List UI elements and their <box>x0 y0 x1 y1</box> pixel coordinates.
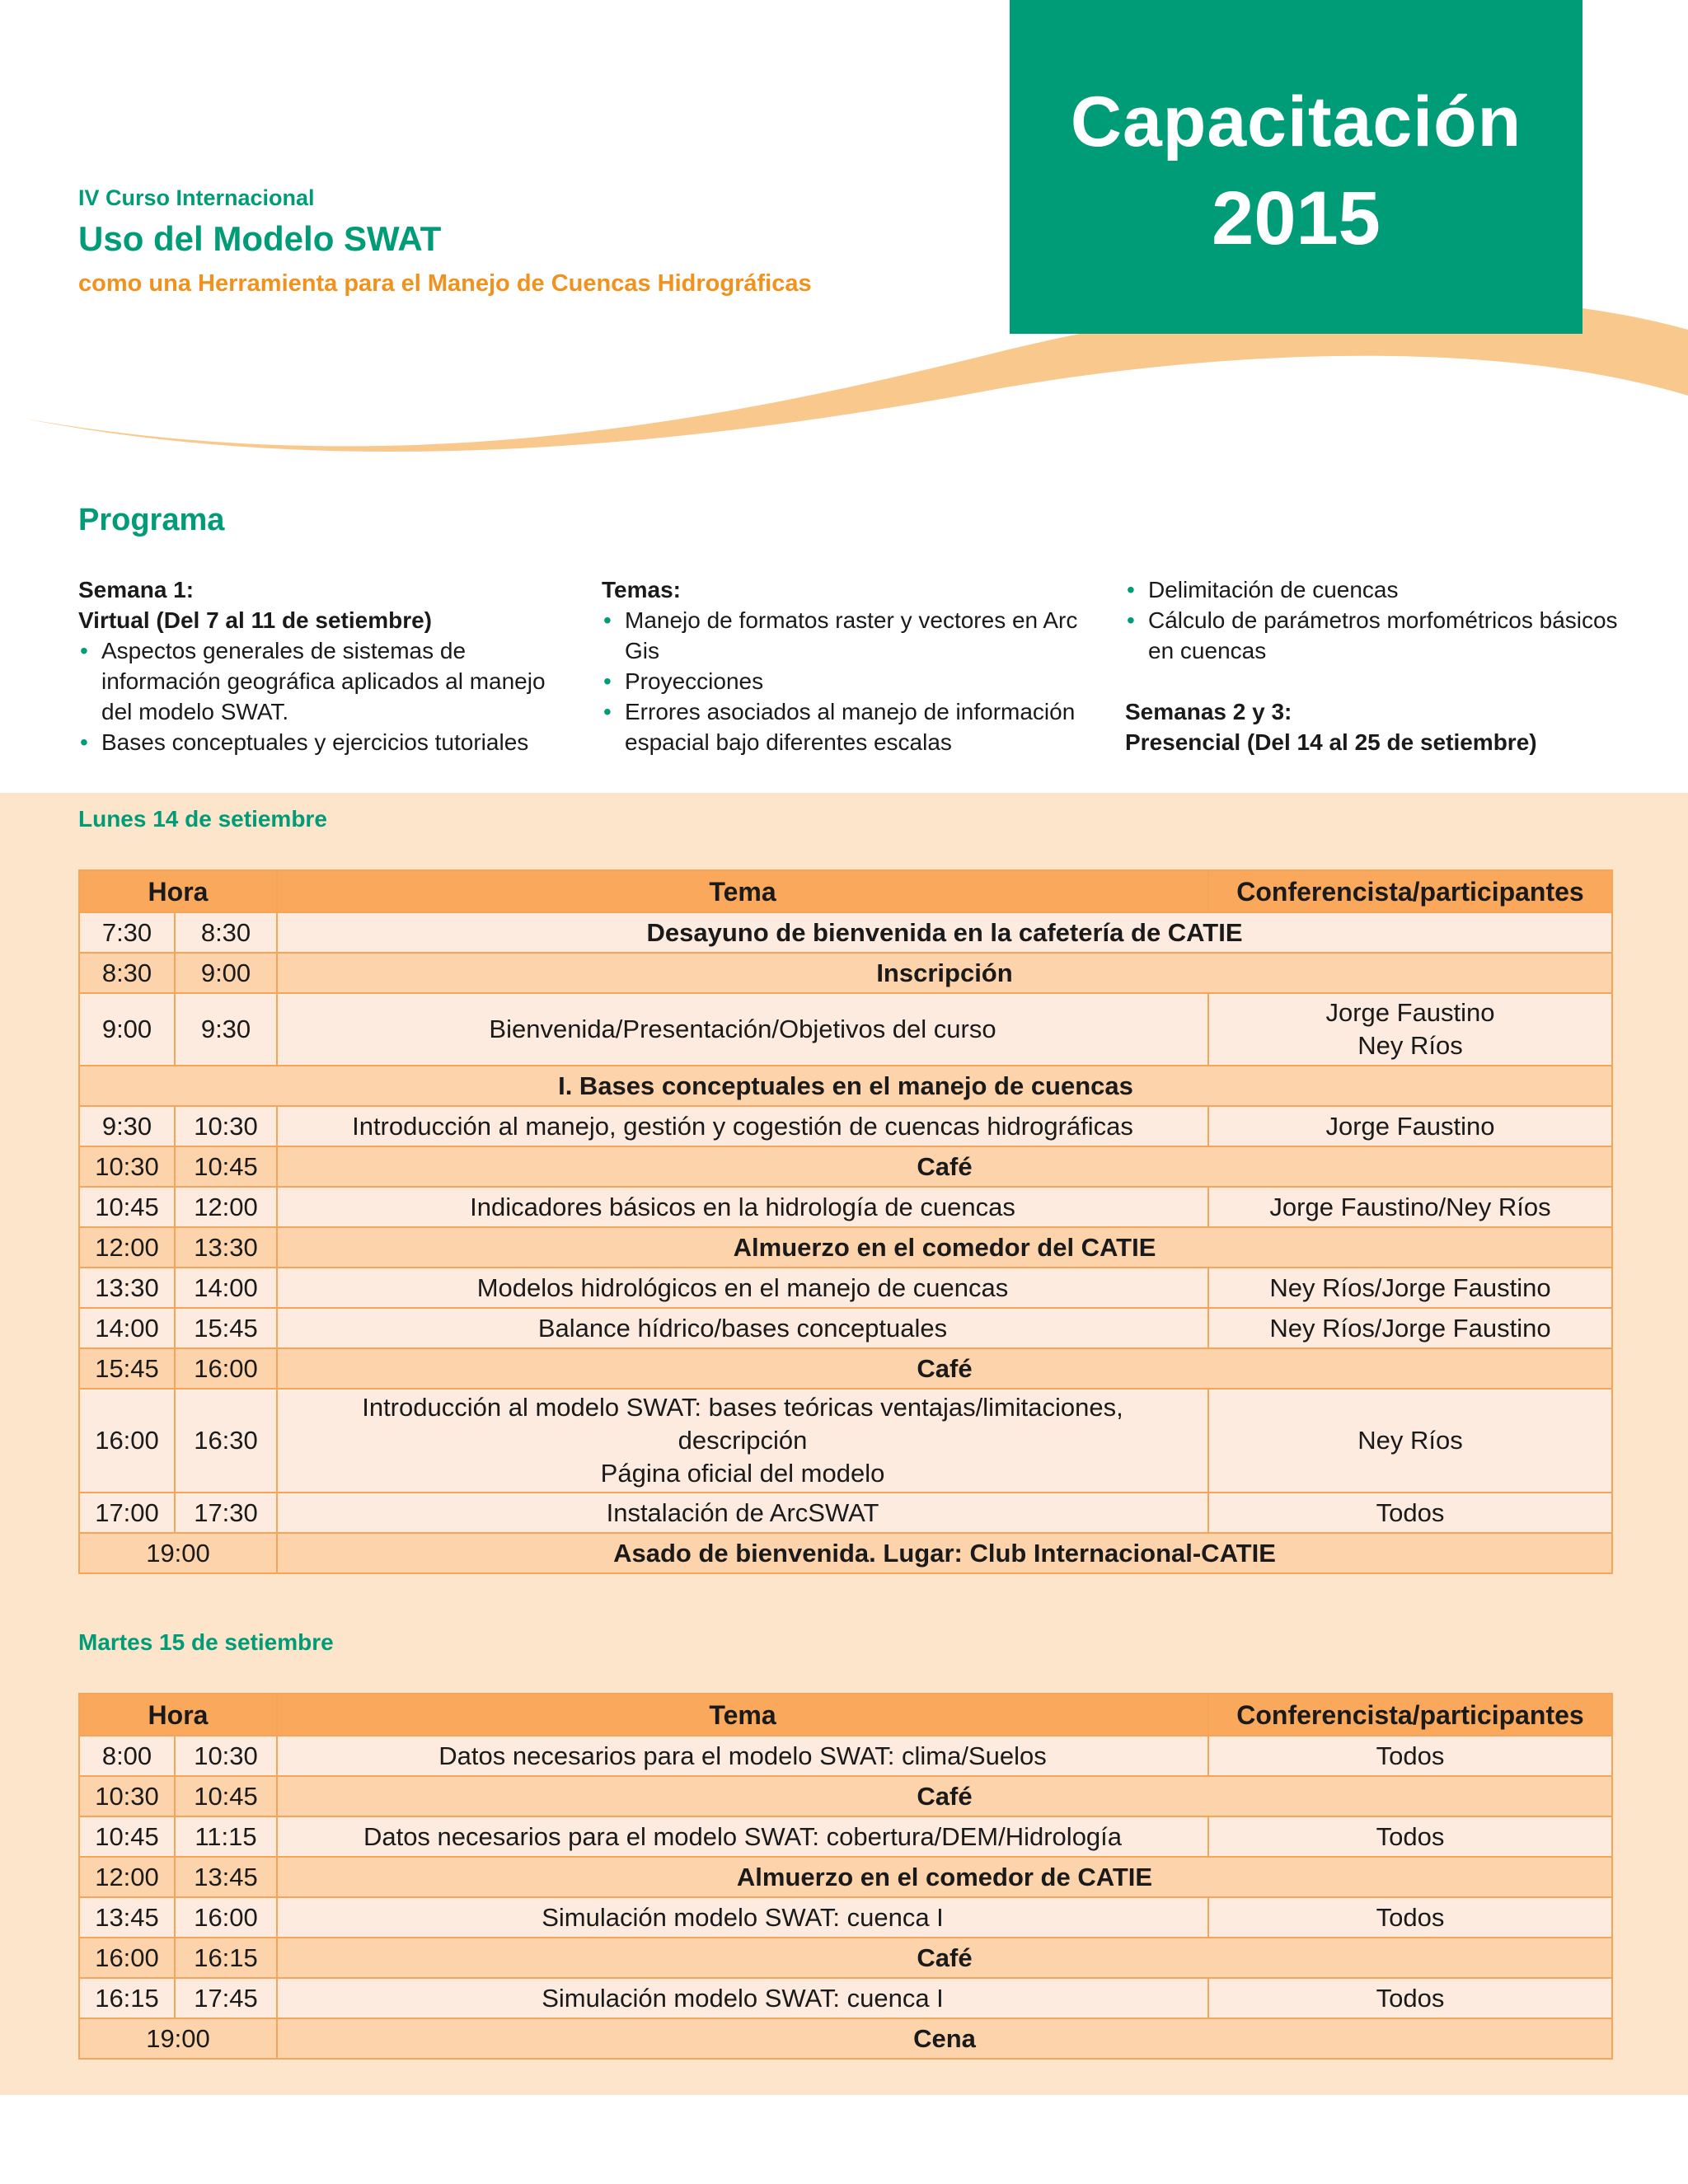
end-time: 16:30 <box>175 1389 277 1493</box>
table-row <box>79 1776 1612 1816</box>
table-row <box>79 953 1612 993</box>
start-time: 16:00 <box>79 1389 175 1493</box>
temas-list-continued <box>1125 574 1628 666</box>
table-row <box>79 1146 1612 1187</box>
tema-cell: Café <box>277 1938 1612 1978</box>
course-kicker: IV Curso Internacional <box>78 185 315 210</box>
end-time: 16:15 <box>175 1938 277 1978</box>
time-cell: 19:00 <box>79 2018 277 2059</box>
tema-cell: Indicadores básicos en la hidrología de cuencas <box>277 1187 1208 1227</box>
start-time: 9:00 <box>79 993 175 1066</box>
section-title: I. Bases conceptuales en el manejo de cuencas <box>79 1066 1612 1106</box>
start-time: 16:00 <box>79 1938 175 1978</box>
table-row <box>79 1938 1612 1978</box>
tema-line: Introducción al modelo SWAT: bases teóricas ventajas/limitaciones, <box>362 1393 1123 1422</box>
temas-label: Temas: <box>602 577 681 602</box>
semana23-mode: Presencial (Del 14 al 25 de setiembre) <box>1125 729 1537 755</box>
conferencista-cell <box>1208 993 1612 1066</box>
table-row <box>79 1816 1612 1857</box>
start-time: 15:45 <box>79 1348 175 1389</box>
course-title: Uso del Modelo SWAT <box>78 219 442 258</box>
hora-header: Hora <box>79 870 277 912</box>
end-time: 14:00 <box>175 1268 277 1308</box>
conferencista-header: Conferencista/participantes <box>1208 870 1612 912</box>
tema-cell: Café <box>277 1776 1612 1816</box>
tema-cell: Café <box>277 1146 1612 1187</box>
table-header-row <box>79 870 1612 912</box>
programa-column-3 <box>1125 574 1628 757</box>
tema-cell: Datos necesarios para el modelo SWAT: cobertura/DEM/Hidrología <box>277 1816 1208 1857</box>
tema-cell: Asado de bienvenida. Lugar: Club Internacional-CATIE <box>277 1533 1612 1573</box>
tema-cell: Simulación modelo SWAT: cuenca I <box>277 1978 1208 2018</box>
conferencista-cell: Todos <box>1208 1493 1612 1533</box>
table-row <box>79 1268 1612 1308</box>
table-row <box>79 1187 1612 1227</box>
start-time: 9:30 <box>79 1106 175 1146</box>
start-time: 8:30 <box>79 953 175 993</box>
table-row <box>79 912 1612 953</box>
start-time: 10:45 <box>79 1816 175 1857</box>
tema-line: descripción <box>678 1426 808 1455</box>
table-row <box>79 1308 1612 1348</box>
tema-cell: Simulación modelo SWAT: cuenca I <box>277 1897 1208 1938</box>
table-header-row <box>79 1694 1612 1736</box>
tema-cell: Bienvenida/Presentación/Objetivos del curso <box>277 993 1208 1066</box>
programa-column-2 <box>602 574 1113 757</box>
start-time: 10:45 <box>79 1187 175 1227</box>
time-cell: 19:00 <box>79 1533 277 1573</box>
badge-year: 2015 <box>1212 176 1381 260</box>
table-row <box>79 1389 1612 1493</box>
start-time: 7:30 <box>79 912 175 953</box>
end-time: 17:45 <box>175 1978 277 2018</box>
tema-cell <box>277 1389 1208 1493</box>
conferencista-cell: Todos <box>1208 1816 1612 1857</box>
table-row <box>79 1106 1612 1146</box>
course-header <box>78 185 812 298</box>
start-time: 13:30 <box>79 1268 175 1308</box>
programa-title: Programa <box>78 503 225 537</box>
list-item: • Bases conceptuales y ejercicios tutoriales <box>78 727 573 757</box>
end-time: 9:30 <box>175 993 277 1066</box>
tema-cell: Instalación de ArcSWAT <box>277 1493 1208 1533</box>
conferencista-cell: Jorge Faustino/Ney Ríos <box>1208 1187 1612 1227</box>
temas-list <box>602 605 1113 757</box>
schedule-table-day1 <box>78 869 1613 1574</box>
tema-cell: Almuerzo en el comedor de CATIE <box>277 1857 1612 1897</box>
tema-header: Tema <box>277 870 1208 912</box>
start-time: 10:30 <box>79 1146 175 1187</box>
start-time: 13:45 <box>79 1897 175 1938</box>
tema-cell: Balance hídrico/bases conceptuales <box>277 1308 1208 1348</box>
table-row <box>79 2018 1612 2059</box>
end-time: 16:00 <box>175 1897 277 1938</box>
table-row <box>79 1533 1612 1573</box>
conferencista-cell: Ney Ríos/Jorge Faustino <box>1208 1268 1612 1308</box>
conferencista-name: Jorge Faustino <box>1325 998 1495 1027</box>
start-time: 12:00 <box>79 1227 175 1268</box>
list-item: • Manejo de formatos raster y vectores en Arc Gis <box>602 605 1113 666</box>
course-subtitle: como una Herramienta para el Manejo de Cuencas Hidrográficas <box>78 270 812 297</box>
end-time: 10:45 <box>175 1146 277 1187</box>
start-time: 17:00 <box>79 1493 175 1533</box>
list-item: • Cálculo de parámetros morfométricos básicos en cuencas <box>1125 605 1628 666</box>
conferencista-header: Conferencista/participantes <box>1208 1694 1612 1736</box>
conferencista-cell: Ney Ríos/Jorge Faustino <box>1208 1308 1612 1348</box>
section-row <box>79 1066 1612 1106</box>
tema-cell: Inscripción <box>277 953 1612 993</box>
start-time: 10:30 <box>79 1776 175 1816</box>
tema-cell: Almuerzo en el comedor del CATIE <box>277 1227 1612 1268</box>
programa-column-1 <box>78 574 573 757</box>
start-time: 8:00 <box>79 1736 175 1776</box>
tema-line: Página oficial del modelo <box>600 1459 885 1488</box>
table-row <box>79 993 1612 1066</box>
end-time: 13:45 <box>175 1857 277 1897</box>
badge-word: Capacitación <box>1070 82 1522 162</box>
semana1-mode: Virtual (Del 7 al 11 de setiembre) <box>78 607 433 633</box>
tema-cell: Desayuno de bienvenida en la cafetería de CATIE <box>277 912 1612 953</box>
table-row <box>79 1227 1612 1268</box>
table-row <box>79 1897 1612 1938</box>
end-time: 17:30 <box>175 1493 277 1533</box>
hora-header: Hora <box>79 1694 277 1736</box>
day2-label: Martes 15 de setiembre <box>78 1629 334 1655</box>
list-item: • Errores asociados al manejo de información espacial bajo diferentes escalas <box>602 696 1113 757</box>
end-time: 12:00 <box>175 1187 277 1227</box>
conferencista-name: Ney Ríos <box>1357 1031 1463 1060</box>
end-time: 9:00 <box>175 953 277 993</box>
end-time: 10:45 <box>175 1776 277 1816</box>
tema-cell: Cena <box>277 2018 1612 2059</box>
semana1-label: Semana 1: <box>78 577 195 602</box>
conferencista-cell: Todos <box>1208 1978 1612 2018</box>
start-time: 16:15 <box>79 1978 175 2018</box>
list-item: • Delimitación de cuencas <box>1125 574 1628 605</box>
day1-label: Lunes 14 de setiembre <box>78 806 327 832</box>
semana1-list <box>78 635 573 757</box>
capacitacion-badge <box>1010 0 1582 334</box>
list-item: • Aspectos generales de sistemas de información geográfica aplicados al manejo del modelo SWAT. <box>78 635 573 727</box>
table-row <box>79 1493 1612 1533</box>
semana23-label: Semanas 2 y 3: <box>1125 699 1292 724</box>
conferencista-cell: Jorge Faustino <box>1208 1106 1612 1146</box>
tema-cell: Introducción al manejo, gestión y cogestión de cuencas hidrográficas <box>277 1106 1208 1146</box>
end-time: 11:15 <box>175 1816 277 1857</box>
conferencista-cell: Ney Ríos <box>1208 1389 1612 1493</box>
table-row <box>79 1857 1612 1897</box>
list-item: • Proyecciones <box>602 666 1113 696</box>
start-time: 12:00 <box>79 1857 175 1897</box>
end-time: 10:30 <box>175 1106 277 1146</box>
end-time: 10:30 <box>175 1736 277 1776</box>
conferencista-cell: Todos <box>1208 1736 1612 1776</box>
conferencista-cell: Todos <box>1208 1897 1612 1938</box>
tema-header: Tema <box>277 1694 1208 1736</box>
table-row <box>79 1978 1612 2018</box>
tema-cell: Datos necesarios para el modelo SWAT: clima/Suelos <box>277 1736 1208 1776</box>
end-time: 8:30 <box>175 912 277 953</box>
end-time: 13:30 <box>175 1227 277 1268</box>
end-time: 15:45 <box>175 1308 277 1348</box>
table-row <box>79 1348 1612 1389</box>
schedule-table-day2 <box>78 1693 1613 2060</box>
tema-cell: Modelos hidrológicos en el manejo de cuencas <box>277 1268 1208 1308</box>
tema-cell: Café <box>277 1348 1612 1389</box>
end-time: 16:00 <box>175 1348 277 1389</box>
table-row <box>79 1736 1612 1776</box>
start-time: 14:00 <box>79 1308 175 1348</box>
